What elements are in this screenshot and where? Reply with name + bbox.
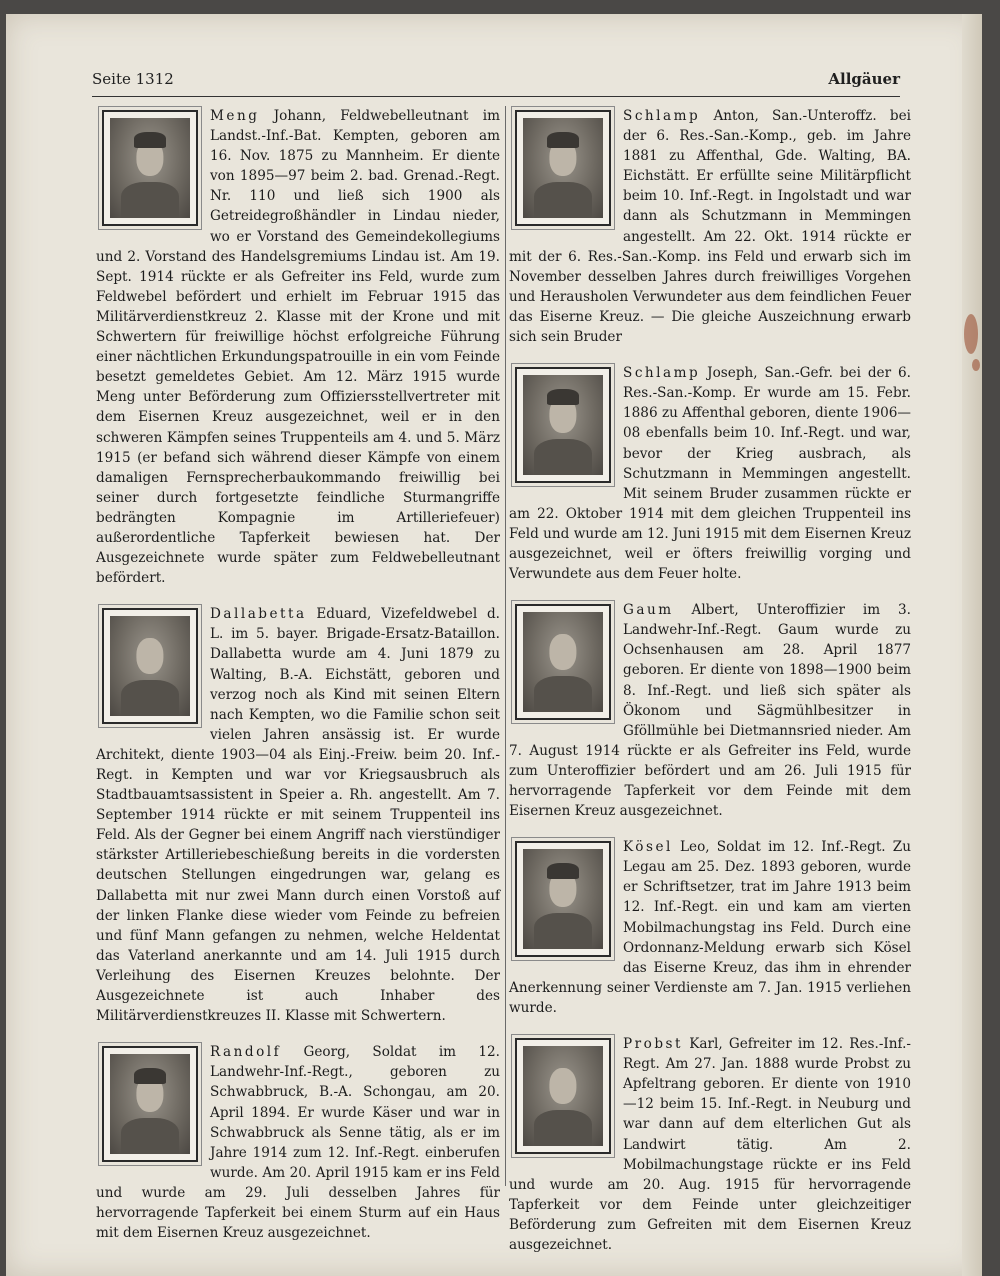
entry-body: Anton, San.-Unteroffz. bei der 6. Res.-San.-Komp., geb. im Jahre 1881 zu Affenthal, Gde. Walting, BA. Eichstätt. Er erfüllte seine Militärpflicht beim 10. Inf.-Regt. in Ingolstadt und war dann als Schutzmann in Memmingen angestellt. Am 22. Okt. 1914 rückte er mit der 6. Res.-San.-Komp. ins Feld und erwarb sich im November desselben Jahres durch freiwilliges Vorgehen und Herausholen Verwundeter aus dem feindlichen Feuer das Eiserne Kreuz. — Die gleiche Auszeichnung erwarb sich sein Bruder — [509, 108, 911, 346]
portrait-photo — [515, 841, 611, 957]
binding-edge — [962, 14, 982, 1276]
entry-name: Kösel — [623, 839, 673, 856]
entry-meng — [96, 106, 500, 588]
entry-probst — [509, 1034, 911, 1255]
entry-body: Karl, Gefreiter im 12. Res.-Inf.-Regt. Am 27. Jan. 1888 wurde Probst zu Apfeltrang geboren. Er diente von 1910—12 beim 15. Inf.-Regt. in Neuburg und war dann auf dem elterlichen Gut als Landwirt tätig. Am 2. Mobilmachungstage rückte er ins Feld und wurde am 20. Aug. 1915 für hervorragende Tapferkeit vor dem Feinde unter gleichzeitiger Beförderung zum Gefreiten mit dem Eisernen Kreuz ausgezeichnet. — [509, 1036, 911, 1253]
entry-name: Dallabetta — [210, 606, 307, 623]
portrait-photo — [515, 367, 611, 483]
entry-schlamp-joseph — [509, 363, 911, 584]
right-column — [509, 106, 911, 1253]
portrait-photo — [102, 1046, 198, 1162]
entry-dallabetta — [96, 604, 500, 1026]
document-page — [6, 14, 982, 1276]
portrait-photo — [515, 110, 611, 226]
stain-mark — [964, 314, 978, 354]
entry-body: Joseph, San.-Gefr. bei der 6. Res.-San.-Komp. Er wurde am 15. Febr. 1886 zu Affenthal geboren, diente 1906—08 ebenfalls beim 10. Inf.-Regt. und war, bevor der Krieg ausbrach, als Schutzmann in Memmingen angestellt. Mit seinem Bruder zusammen rückte er am 22. Oktober 1914 mit dem gleichen Truppenteil ins Feld und wurde am 12. Juni 1915 mit dem Eisernen Kreuz ausgezeichnet, weil er öfters freiwillig vorging und Verwundete aus dem Feuer holte. — [509, 365, 911, 583]
left-column — [96, 106, 501, 1242]
portrait-photo — [102, 608, 198, 724]
portrait-photo — [515, 604, 611, 720]
entry-body: Georg, Soldat im 12. Landwehr-Inf.-Regt., geboren zu Schwabbruck, B.-A. Schongau, am 20. April 1894. Er wurde Käser und war in Schwabbruck als Senne tätig, als er im Jahre 1914 zum 12. Inf.-Regt. einberufen wurde. Am 20. April 1915 kam er ins Feld und wurde am 29. Juli desselben Jahres für hervorragende Tapferkeit bei einem Sturm auf ein Haus mit dem Eisernen Kreuz ausgezeichnet. — [96, 1044, 500, 1242]
page-header — [92, 66, 900, 97]
entry-name: Meng — [210, 108, 260, 124]
entry-name: Schlamp — [623, 365, 701, 382]
entry-body: Johann, Feldwebelleutnant im Landst.-Inf.-Bat. Kempten, geboren am 16. Nov. 1875 zu Mannheim. Er diente von 1895—97 beim 2. bad. Grenad.-Regt. Nr. 110 und ließ sich 1900 als Getreidegroßhändler in Lindau nieder, wo er Vorstand des Gemeindekollegiums und 2. Vorstand des Handelsgremiums Lindau ist. Am 19. Sept. 1914 rückte er als Gefreiter ins Feld, wurde zum Feldwebel befördert und erhielt im Februar 1915 das Militärverdienstkreuz 2. Klasse mit der Krone und mit Schwertern für freiwillige höchst erfolgreiche Führung einer nächtlichen Erkundungspatrouille in ein vom Feinde besetzt gemeldetes Gebiet. Am 12. März 1915 wurde Meng unter Beförderung zum Offiziersstellvertreter mit dem Eisernen Kreuz ausgezeichnet, weil er in den schweren Kämpfen seines Truppenteils am 4. und 5. März 1915 (er befand sich während dieser Kämpfe von einem damaligen Fernsprecherbaukommando freiwillig bei seiner durch fortgesetzte feindliche Sturmangriffe bedrängten Kompagnie im Artilleriefeuer) außerordentliche Tapferkeit bewiesen hat. Der Ausgezeichnete wurde später zum Feldwebelleutnant befördert. — [96, 108, 501, 587]
entry-randolf — [96, 1042, 500, 1243]
entry-body: Eduard, Vizefeldwebel d. L. im 5. bayer. Brigade-Ersatz-Bataillon. Dallabetta wurde am 4. Juni 1879 zu Walting, B.-A. Eichstätt, geboren und verzog noch als Kind mit seinen Eltern nach Kempten, wo die Familie schon seit vielen Jahren ansässig ist. Er wurde Architekt, diente 1903—04 als Einj.-Freiw. beim 20. Inf.-Regt. in Kempten und war vor Kriegsausbruch als Stadtbauamtsassistent in Speier a. Rh. angestellt. Am 7. September 1914 rückte er mit seinem Truppenteil ins Feld. Als der Gegner bei einem Angriff nach vierstündiger stärkster Artilleriebeschießung bereits in die vordersten deutschen Stellungen eingedrungen war, gelang es Dallabetta mit nur zwei Mann durch einen Vorstoß auf der linken Flanke diese wieder vom Feinde zu befreien und fünf Mann gefangen zu nehmen, welche Heldentat das Vaterland anerkannte und am 14. Juli 1915 durch Verleihung des Eisernen Kreuzes belohnte. Der Ausgezeichnete ist auch Inhaber des Militärverdienstkreuzes II. Klasse mit Schwertern. — [96, 606, 500, 1025]
portrait-photo — [515, 1038, 611, 1154]
entry-gaum — [509, 600, 911, 821]
entry-koesel — [509, 837, 911, 1018]
journal-title: Allgäuer — [828, 70, 900, 88]
stain-mark — [972, 359, 980, 371]
entry-body: Albert, Unteroffizier im 3. Landwehr-Inf.-Regt. Gaum wurde zu Ochsenhausen am 28. April 1877 geboren. Er diente von 1898—1900 beim 8. Inf.-Regt. und ließ sich später als Ökonom und Sägmühlbesitzer in Gföllmühle bei Dietmannsried nieder. Am 7. August 1914 rückte er als Gefreiter ins Feld, wurde zum Unteroffizier befördert und am 26. Juli 1915 für hervorragende Tapferkeit vor dem Feinde mit dem Eisernen Kreuz ausgezeichnet. — [509, 602, 911, 820]
portrait-photo — [102, 110, 198, 226]
page-number: Seite 1312 — [92, 70, 174, 88]
entry-name: Gaum — [623, 602, 674, 619]
entry-name: Randolf — [210, 1044, 282, 1061]
entry-name: Schlamp — [623, 108, 701, 124]
entry-schlamp-anton — [509, 106, 911, 347]
entry-name: Probst — [623, 1036, 683, 1053]
entry-body: Leo, Soldat im 12. Inf.-Regt. Zu Legau am 25. Dez. 1893 geboren, wurde er Schriftsetzer, trat im Jahre 1913 beim 12. Inf.-Regt. ein und kam am vierten Mobilmachungstag ins Feld. Durch eine Ordonnanz-Meldung erwarb sich Kösel das Eiserne Kreuz, das ihm in ehrender Anerkennung seiner Verdienste am 7. Jan. 1915 verliehen wurde. — [509, 839, 911, 1016]
column-divider — [505, 106, 506, 1186]
